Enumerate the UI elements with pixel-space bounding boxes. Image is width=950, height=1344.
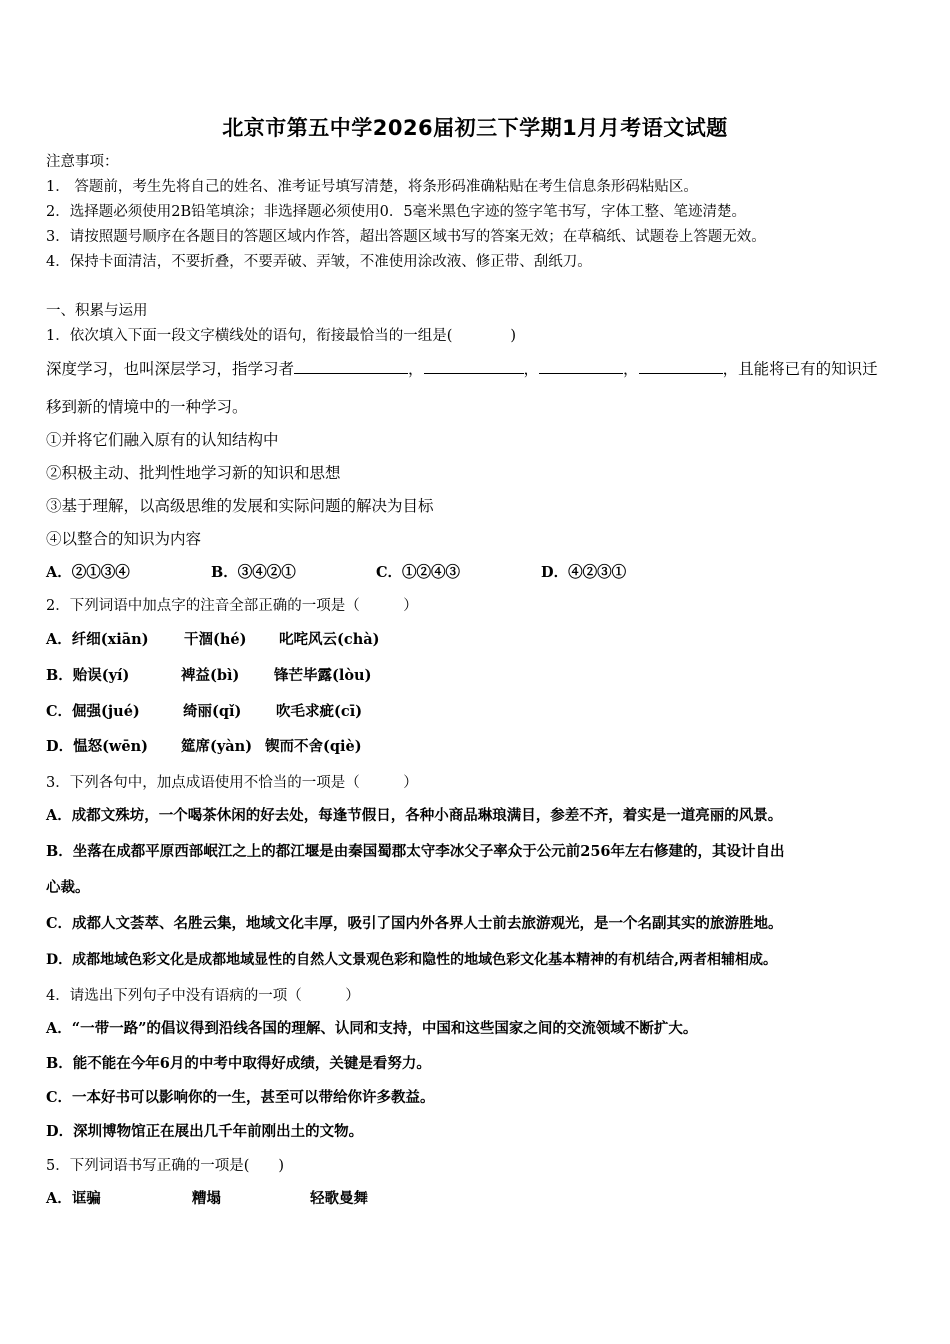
option-c: C．①②④③ <box>376 564 461 581</box>
notice-item: 1． 答题前，考生先将自己的姓名、准考证号填写清楚，将条形码准确粘贴在考生信息条形码粘贴区。 <box>46 179 698 195</box>
option-word: 裨益(bì) <box>181 667 240 684</box>
q4-stem: 4．请选出下列句子中没有语病的一项（ ） <box>46 988 360 1004</box>
page-title: 北京市第五中学2026届初三下学期1月月考语文试题 <box>222 116 728 140</box>
option-word: 绮丽(qǐ) <box>183 703 242 720</box>
q1-stem: 1．依次填入下面一段文字横线处的语句，衔接最恰当的一组是( ) <box>46 328 517 344</box>
option-a: A．②①③④ <box>46 564 130 581</box>
notice-item: 3．请按照题号顺序在各题目的答题区域内作答，超出答题区域书写的答案无效；在草稿纸、试题卷上答题无效。 <box>46 229 766 245</box>
q2-stem: 2．下列词语中加点字的注音全部正确的一项是（ ） <box>46 598 418 614</box>
q1-paragraph-start: 深度学习，也叫深层学习，指学习者 <box>46 360 295 378</box>
q1-paragraph-line1 <box>46 359 878 379</box>
q1-paragraph-line2: 移到新的情境中的一种学习。 <box>46 398 248 416</box>
q1-paragraph-end: ，且能将已有的知识迁 <box>722 360 878 378</box>
q5-option-row <box>46 1189 368 1209</box>
option-a: A．纤细(xiān) <box>46 631 149 648</box>
option-word: 干涸(hé) <box>184 631 247 648</box>
q3-option-b: B．坐落在成都平原西部岷江之上的都江堰是由秦国蜀郡太守李冰父子率众于公元前256年左右修建的，其设计自出 <box>46 843 785 860</box>
blank-separator: ， <box>623 360 639 378</box>
q3-stem: 3．下列各句中，加点成语使用不恰当的一项是（ ） <box>46 775 418 791</box>
q2-option-row <box>46 666 371 686</box>
q3-option-a: A．成都文殊坊，一个喝茶休闲的好去处，每逢节假日，各种小商品琳琅满目，参差不齐，着实是一道亮丽的风景。 <box>46 807 783 824</box>
section-heading: 一、积累与运用 <box>46 303 148 319</box>
q1-item: ③基于理解，以高级思维的发展和实际问题的解决为目标 <box>46 497 434 515</box>
q1-options <box>46 563 626 583</box>
option-a: A．诓骗 <box>46 1190 101 1207</box>
option-word: 糟塌 <box>192 1190 221 1207</box>
notice-item: 4．保持卡面清洁，不要折叠，不要弄破、弄皱，不准使用涂改液、修正带、刮纸刀。 <box>46 254 592 270</box>
answer-blank <box>294 359 408 374</box>
option-word: 筵席(yàn) <box>181 738 253 755</box>
q2-option-row <box>46 702 362 722</box>
option-word: 叱咤风云(chà) <box>279 631 380 648</box>
option-word: 锋芒毕露(lòu) <box>274 667 372 684</box>
q3-option-d: D．成都地域色彩文化是成都地域显性的自然人文景观色彩和隐性的地域色彩文化基本精神的有机结合,两者相辅相成。 <box>46 952 778 968</box>
blank-separator: ， <box>408 360 424 378</box>
blank-separator: ， <box>523 360 540 378</box>
q5-stem: 5．下列词语书写正确的一项是( ) <box>46 1158 285 1174</box>
option-b: B．③④②① <box>211 564 296 581</box>
option-word: 轻歌曼舞 <box>310 1190 368 1207</box>
option-word: 锲而不舍(qiè) <box>265 738 362 755</box>
q1-item: ④以整合的知识为内容 <box>46 530 202 548</box>
q2-option-row <box>46 737 362 757</box>
option-c: C．倔强(jué) <box>46 703 140 720</box>
q4-option-b: B．能不能在今年6月的中考中取得好成绩，关键是看努力。 <box>46 1055 431 1072</box>
q1-item: ①并将它们融入原有的认知结构中 <box>46 431 279 449</box>
q3-option-b-cont: 心裁。 <box>46 879 90 896</box>
option-d: D．愠怒(wēn) <box>46 738 149 755</box>
q4-option-d: D．深圳博物馆正在展出几千年前刚出土的文物。 <box>46 1123 364 1140</box>
answer-blank <box>639 359 723 374</box>
option-d: D．④②③① <box>541 564 627 581</box>
answer-blank <box>539 359 623 374</box>
q2-option-row <box>46 630 380 650</box>
q1-item: ②积极主动、批判性地学习新的知识和思想 <box>46 464 341 482</box>
q4-option-c: C．一本好书可以影响你的一生，甚至可以带给你许多教益。 <box>46 1089 435 1106</box>
notice-heading: 注意事项： <box>46 154 119 170</box>
q3-option-c: C．成都人文荟萃、名胜云集，地域文化丰厚，吸引了国内外各界人士前去旅游观光，是一个名副其实的旅游胜地。 <box>46 915 783 932</box>
q4-option-a: A．“一带一路”的倡议得到沿线各国的理解、认同和支持，中国和这些国家之间的交流领域不断扩大。 <box>46 1020 698 1037</box>
option-b: B．贻误(yí) <box>46 667 130 684</box>
option-word: 吹毛求疵(cī) <box>276 703 363 720</box>
answer-blank <box>424 359 524 374</box>
notice-item: 2．选择题必须使用2B铅笔填涂；非选择题必须使用0．5毫米黑色字迹的签字笔书写，字体工整、笔迹清楚。 <box>46 204 747 220</box>
